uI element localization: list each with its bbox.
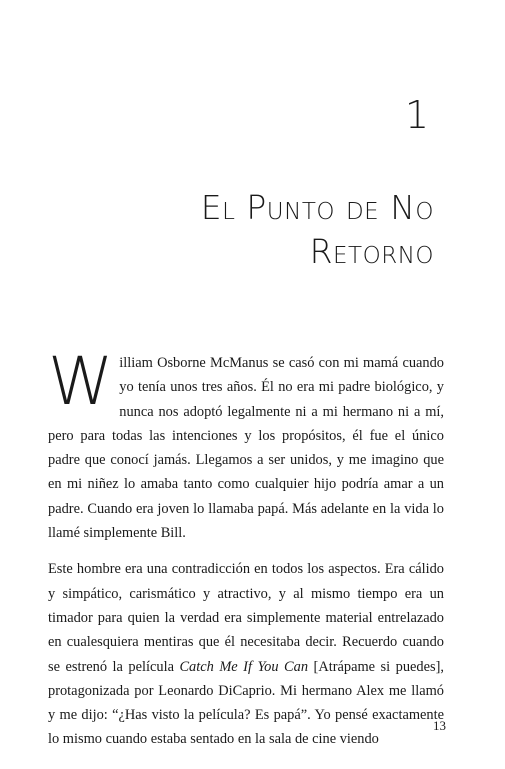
chapter-title — [201, 186, 434, 274]
chapter-title-line-1: El Punto de No — [200, 188, 434, 227]
body-text — [48, 343, 444, 752]
drop-cap: W — [48, 343, 114, 420]
paragraph-2 — [48, 557, 444, 751]
chapter-title-line-2: Retorno — [309, 232, 434, 271]
paragraph-2-text-b: [Atrápame si puedes], protagonizada por Leonardo DiCaprio. Mi hermano Alex me llamó y me dijo: “¿Has visto la película? Es papá”. Yo pensé exactamente lo mismo cuando estaba sentado en la sala de cine viendo — [48, 658, 444, 748]
paragraph-2-text-a: Este hombre era una contradicción en todos los aspectos. Era cálido y simpático, carismático y atractivo, y al mismo tiempo era un timador para quien la verdad era simplemente material entrelazado en cualesquiera mentiras que él necesitaba decir. Recuerdo cuando se estrenó la película — [48, 561, 444, 675]
chapter-number: 1 — [404, 93, 429, 137]
movie-title: Catch Me If You Can — [179, 658, 309, 675]
paragraph-1 — [48, 343, 444, 545]
paragraph-1-text: illiam Osborne McManus se casó con mi mamá cuando yo tenía unos tres años. Él no era mi padre biológico, y nunca nos adoptó legalmente ni a mi hermano ni a mí, pero para todas las intenciones y los propósitos, él fue el único padre que conocí jamás. Llegamos a ser unidos, y me imagino que en mi niñez lo amaba tanto como cualquier hijo podría amar a un padre. Cuando era joven lo llamaba papá. Más adelante en la vida lo llamé simplemente Bill. — [48, 355, 444, 542]
page-number: 13 — [433, 718, 446, 733]
